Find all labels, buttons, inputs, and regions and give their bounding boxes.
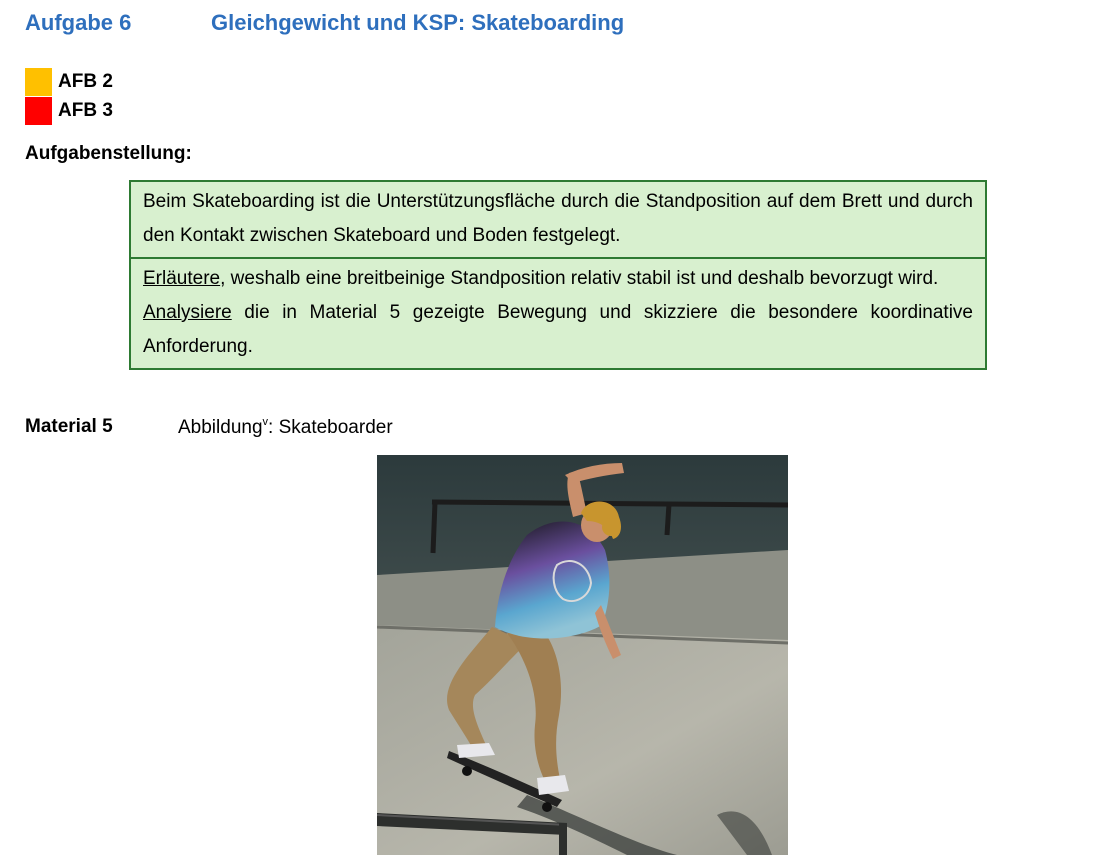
skateboarder-photo	[377, 455, 788, 855]
caption-prefix: Abbildung	[178, 417, 263, 438]
material-caption	[178, 416, 393, 439]
task-title: Gleichgewicht und KSP: Skateboarding	[211, 10, 625, 35]
afb-2-label: AFB 2	[58, 71, 113, 92]
task-operator-analysiere: Analysiere	[143, 302, 232, 323]
afb-2-color-swatch	[25, 68, 52, 96]
caption-footnote-marker: v	[262, 416, 269, 428]
task-list	[131, 257, 985, 368]
afb-3-color-swatch	[25, 97, 52, 125]
task-number: Aufgabe 6	[25, 10, 132, 35]
task-text-1: , weshalb eine breitbeinige Standposition relativ stabil ist und deshalb bevorzugt wird.	[220, 268, 939, 289]
task-item-1	[143, 262, 973, 296]
task-box	[129, 180, 987, 370]
afb-level-2	[25, 68, 113, 96]
task-text-2: die in Material 5 gezeigte Bewegung und skizziere die besondere koordinative Anforderung.	[143, 302, 973, 357]
caption-suffix: : Skateboarder	[268, 417, 393, 438]
material-label: Material 5	[25, 416, 113, 437]
task-item-2	[143, 296, 973, 364]
afb-level-3	[25, 97, 113, 125]
afb-3-label: AFB 3	[58, 100, 113, 121]
task-intro: Beim Skateboarding ist die Unterstützungsfläche durch die Standposition auf dem Brett und durch den Kontakt zwischen Skateboard und Boden festgelegt.	[143, 191, 973, 246]
task-section-label: Aufgabenstellung:	[25, 143, 192, 164]
task-operator-erlaeutere: Erläutere	[143, 268, 221, 289]
